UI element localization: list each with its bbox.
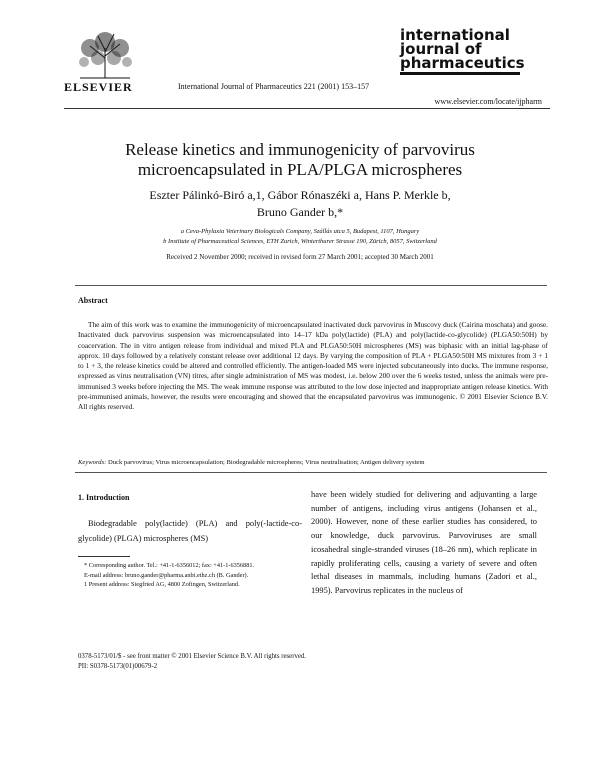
journal-url-link[interactable]: www.elsevier.com/locate/ijpharm xyxy=(434,97,542,106)
abstract-bottom-divider xyxy=(75,472,547,473)
author-list xyxy=(60,187,540,221)
page-footer xyxy=(78,652,306,672)
footnote-divider xyxy=(78,556,130,557)
affiliations xyxy=(60,227,540,247)
publisher-name: ELSEVIER xyxy=(64,80,133,94)
keywords-line xyxy=(78,459,548,466)
header-divider xyxy=(64,108,550,109)
title-line-1: Release kinetics and immunogenicity of parvovirus xyxy=(125,140,475,159)
brand-line-3: pharmaceutics xyxy=(400,54,525,72)
section-heading: 1. Introduction xyxy=(78,493,130,502)
journal-brand xyxy=(400,28,540,75)
authors-line-1: Eszter Pálinkó-Biró a,1, Gábor Rónaszéki a, Hans P. Merkle b, xyxy=(149,188,451,202)
authors-line-2: Bruno Gander b,* xyxy=(256,205,344,219)
title-line-2: microencapsulated in PLA/PLGA microspheres xyxy=(137,160,463,179)
footnotes xyxy=(78,561,302,590)
brand-line-1: international xyxy=(400,26,510,44)
footnote-present-address: 1 Present address: Siegfried AG, 4800 Zofingen, Switzerland. xyxy=(84,581,240,589)
intro-left-paragraph: Biodegradable poly(lactide) (PLA) and poly(-lactide-co-glycolide) (PLGA) microspheres (MS) xyxy=(78,519,302,543)
intro-right-paragraph: have been widely studied for delivering and adjuvanting a large number of antigens, including virus antigens (Johansen et al., 2000). However, none of these earlier studies has considered, to our knowledge, duck parvovirus. Parvoviruses are small icosahedral single-stranded viruses (18–26 nm), which replicate in rapidly proliferating cells, causing a variety of severe and often lethal diseases in mammals, including humans (Zadori et al., 1995). Parvovirus replicates in the nucleus of xyxy=(311,490,537,595)
abstract-top-divider xyxy=(75,285,547,286)
journal-citation: International Journal of Pharmaceutics 221 (2001) 153–157 xyxy=(178,82,370,91)
article-title xyxy=(60,140,540,180)
pii-line: PII: S0378-5173(01)00679-2 xyxy=(78,663,158,670)
abstract-heading: Abstract xyxy=(78,296,108,305)
keywords-label: Keywords: xyxy=(78,459,107,466)
affiliation-a: a Ceva-Phylaxia Veterinary Biologicals Company, Szállás utca 5, Budapest, 1107, Hungary xyxy=(180,228,420,235)
abstract-text: The aim of this work was to examine the immunogenicity of microencapsulated inactivated duck parvovirus in Muscovy duck (Cairina moschata) and goose. Inactivated duck parvovirus suspension was microencapsulated into 14–17 kDa poly(lactide) (PLA) and poly(lactide-co-glycolide) (PLGA50:50H) by coacervation. The in vitro antigen release from individual and mixed PLA and PLGA50:50H microspheres (MS) was biphasic with an initial lag-phase of approx. 10 days followed by a relatively constant release over additional 12 days. By varying the composition of PLA + PLGA50:50H MS mixtures from 3 + 1 to 1 + 3, the release kinetics could be altered and controlled efficiently. The antigen-loaded MS were injected subcutaneously into ducks. The immune response, expressed as virus neutralisation (VN) titres, after single administration of MS was modest, i.e. below 200 over the 6 weeks tested, unless the animals were pre-immunised 3 weeks before injecting the MS. The weak immune response was attributed to the low dose injected and inappropriate antigen release kinetics. With pre-immunised animals, however, the results were encouraging and showed that the encapsulated parvovirus was immunogenic. © 2001 Elsevier Science B.V. All rights reserved. xyxy=(78,320,548,412)
brand-line-2: journal of xyxy=(400,40,482,58)
footnote-email: E-mail address: bruno.gander@pharma.anbi.ethz.ch (B. Gander). xyxy=(84,571,249,579)
received-dates: Received 2 November 2000; received in revised form 27 March 2001; accepted 30 March 2001 xyxy=(166,253,434,261)
affiliation-b: b Institute of Pharmaceutical Sciences, ETH Zurich, Winterthurer Strasse 190, Zürich, 8057, Switzerland xyxy=(163,238,437,245)
brand-underline xyxy=(400,72,520,75)
issn-line: 0378-5173/01/$ - see front matter © 2001 Elsevier Science B.V. All rights reserved. xyxy=(78,653,306,660)
footnote-corresponding: * Corresponding author. Tel.: +41-1-6356012; fax: +41-1-6356881. xyxy=(84,562,255,569)
keywords-text: Duck parvovirus; Virus microencapsulation; Biodegradable microspheres; Virus neutralisation; Antigen delivery system xyxy=(107,459,425,466)
